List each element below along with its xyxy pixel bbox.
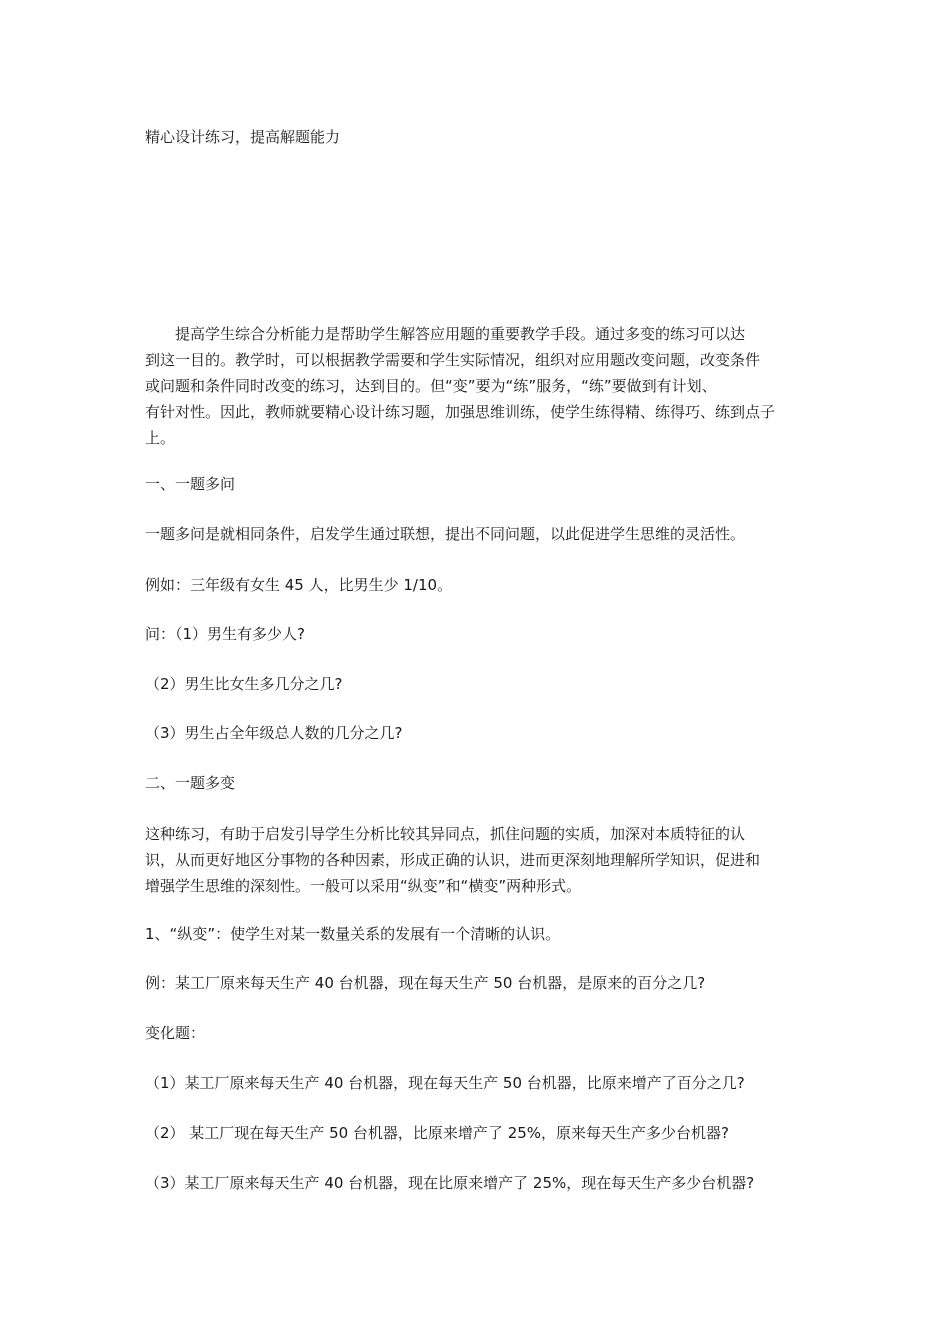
- question-1: 问：（1）男生有多少人?: [145, 625, 306, 643]
- question-2: （2）男生比女生多几分之几?: [145, 675, 343, 693]
- variation-2: （2） 某工厂现在每天生产 50 台机器，比原来增产了 25%，原来每天生产多少台机器?: [145, 1124, 730, 1142]
- variation-1: （1）某工厂原来每天生产 40 台机器，现在每天生产 50 台机器，比原来增产了百分之几?: [145, 1074, 745, 1092]
- question-3: （3）男生占全年级总人数的几分之几?: [145, 724, 403, 742]
- section-2-line: 识，从而更好地区分事物的各种因素，形成正确的认识，进而更深刻地理解所学知识，促进和: [145, 851, 761, 869]
- section-heading-1: 一、一题多问: [145, 475, 236, 493]
- intro-line: 有针对性。因此，教师就要精心设计练习题，加强思维训练，使学生练得精、练得巧、练到点子: [145, 403, 776, 421]
- variation-label: 变化题：: [145, 1024, 206, 1042]
- intro-line: 提高学生综合分析能力是帮助学生解答应用题的重要教学手段。通过多变的练习可以达: [175, 325, 746, 343]
- variation-3: （3）某工厂原来每天生产 40 台机器，现在比原来增产了 25%，现在每天生产多少台机器?: [145, 1174, 755, 1192]
- intro-paragraph: [145, 321, 810, 451]
- section-2-line: 这种练习，有助于启发引导学生分析比较其异同点，抓住问题的实质，加深对本质特征的认: [145, 825, 746, 843]
- page-title: 精心设计练习，提高解题能力: [145, 128, 341, 146]
- section-1-description: 一题多问是就相同条件，启发学生通过联想，提出不同问题，以此促进学生思维的灵活性。: [145, 525, 746, 543]
- section-heading-2: 二、一题多变: [145, 774, 236, 792]
- intro-line: 到这一目的。教学时，可以根据教学需要和学生实际情况，组织对应用题改变问题，改变条件: [145, 351, 761, 369]
- intro-line: 或问题和条件同时改变的练习，达到目的。但“变”要为“练”服务，“练”要做到有计划、: [145, 377, 717, 395]
- section-2-paragraph: [145, 821, 810, 899]
- example-2: 例：某工厂原来每天生产 40 台机器，现在每天生产 50 台机器，是原来的百分之几?: [145, 974, 706, 992]
- example-1: 例如：三年级有女生 45 人，比男生少 1/10。: [145, 576, 453, 594]
- section-2-line: 增强学生思维的深刻性。一般可以采用“纵变”和“横变”两种形式。: [145, 877, 582, 895]
- intro-line: 上。: [145, 429, 176, 447]
- subsection-1-heading: 1、“纵变”：使学生对某一数量关系的发展有一个清晰的认识。: [145, 925, 561, 943]
